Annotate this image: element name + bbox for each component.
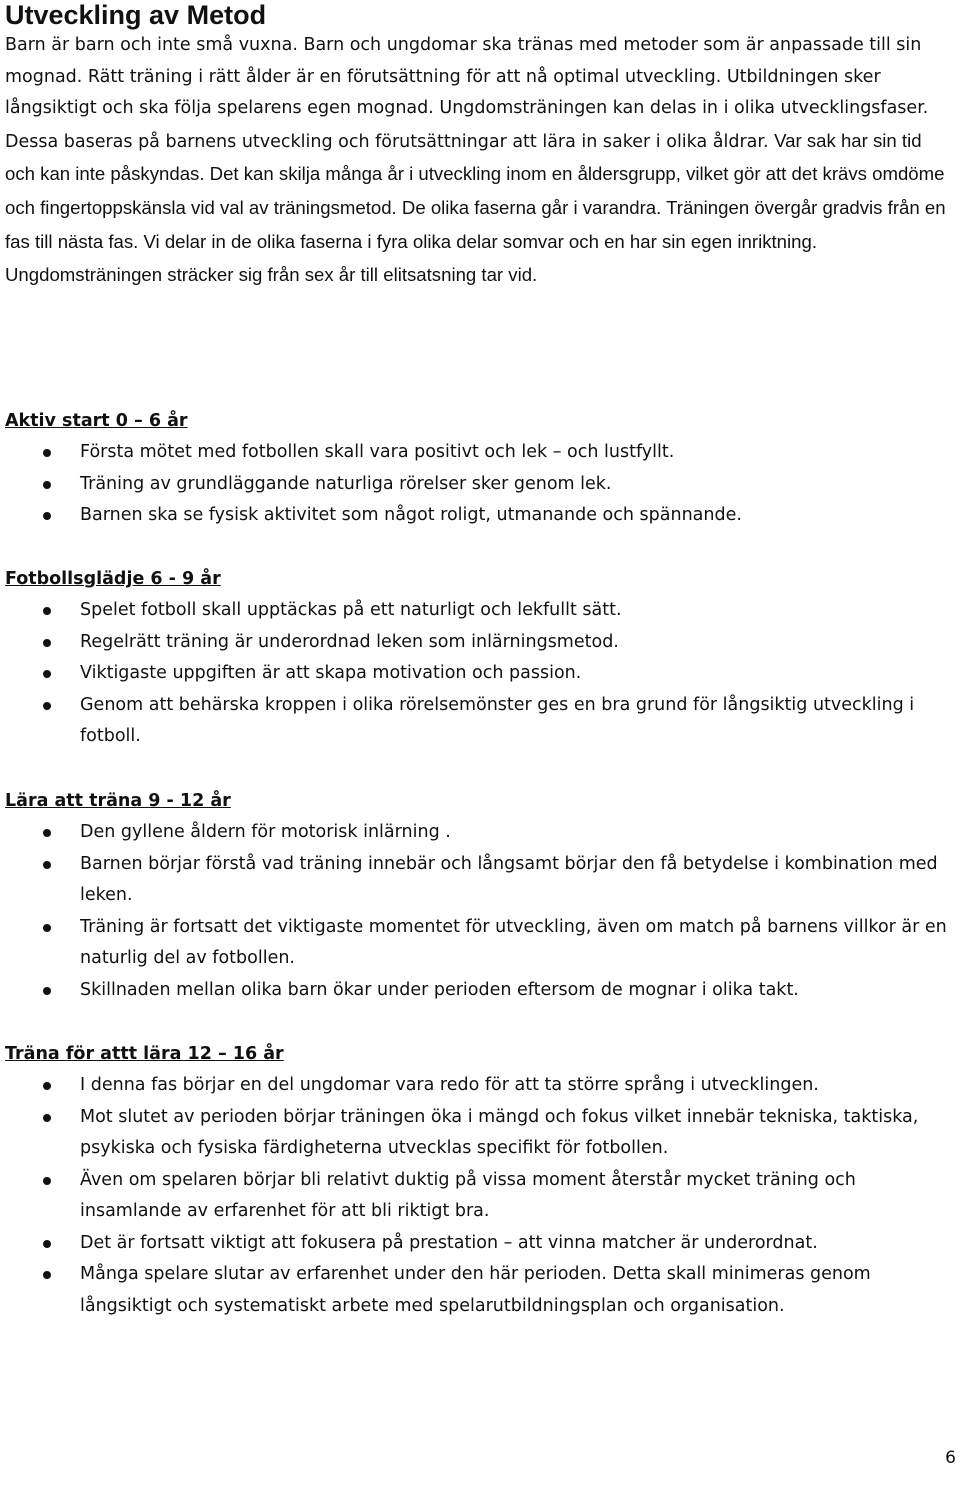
bullet-icon <box>43 1114 51 1122</box>
list-item: Första mötet med fotbollen skall vara positivt och lek – och lustfyllt. <box>5 437 955 469</box>
section-heading: Lära att träna 9 - 12 år <box>5 791 231 811</box>
section-heading: Aktiv start 0 – 6 år <box>5 411 188 431</box>
list-item: Även om spelaren börjar bli relativt duktig på vissa moment återstår mycket träning och insamlande av erfarenhet för att bli riktigt bra. <box>5 1165 955 1228</box>
intro-paragraph <box>5 30 955 293</box>
list-item: Mot slutet av perioden börjar träningen öka i mängd och fokus vilket innebär tekniska, taktiska, psykiska och fysiska färdigheterna utvecklas specifikt för fotbollen. <box>5 1102 955 1165</box>
list-item: Regelrätt träning är underordnad leken som inlärningsmetod. <box>5 627 955 659</box>
list-item: Barnen börjar förstå vad träning innebär och långsamt börjar den få betydelse i kombination med leken. <box>5 849 955 912</box>
section-fotbollsgladje <box>5 563 955 753</box>
document-page <box>5 0 955 293</box>
section-aktiv-start <box>5 405 955 532</box>
section-heading: Träna för attt lära 12 – 16 år <box>5 1044 284 1064</box>
list-item: Träning av grundläggande naturliga rörelser sker genom lek. <box>5 469 955 501</box>
list-item: Den gyllene åldern för motorisk inlärning . <box>5 817 955 849</box>
bullet-icon <box>43 1082 51 1090</box>
section-heading: Fotbollsglädje 6 - 9 år <box>5 569 221 589</box>
page-number: 6 <box>945 1448 956 1468</box>
bullet-list <box>5 595 955 753</box>
list-item: Genom att behärska kroppen i olika rörelsemönster ges en bra grund för långsiktig utveckling i fotboll. <box>5 690 955 753</box>
list-item: Spelet fotboll skall upptäckas på ett naturligt och lekfullt sätt. <box>5 595 955 627</box>
bullet-icon <box>43 670 51 678</box>
page-title: Utveckling av Metod <box>5 0 267 30</box>
bullet-list <box>5 437 955 532</box>
bullet-list <box>5 1070 955 1322</box>
section-lara-att-trana <box>5 785 955 1006</box>
bullet-list <box>5 817 955 1006</box>
list-item: Barnen ska se fysisk aktivitet som något roligt, utmanande och spännande. <box>5 500 955 532</box>
bullet-icon <box>43 639 51 647</box>
list-item: Många spelare slutar av erfarenhet under den här perioden. Detta skall minimeras genom långsiktigt och systematiskt arbete med spelarutbildningsplan och organisation. <box>5 1259 955 1322</box>
bullet-icon <box>43 861 51 869</box>
bullet-icon <box>43 449 51 457</box>
list-item: Viktigaste uppgiften är att skapa motivation och passion. <box>5 658 955 690</box>
bullet-icon <box>43 1271 51 1279</box>
bullet-icon <box>43 987 51 995</box>
bullet-icon <box>43 702 51 710</box>
intro-part-2: Var sak har sin tid och kan inte påskyndas. Det kan skilja många år i utveckling inom en åldersgrupp, vilket gör att det krävs omdöme och fingertoppskänsla vid val av träningsmetod. De olika faserna går i varandra. Träningen övergår gradvis från en fas till nästa fas. Vi delar in de olika faserna i fyra olika delar somvar och en har sin egen inriktning. Ungdomsträningen sträcker sig från sex år till elitsatsning tar vid. <box>5 129 946 286</box>
bullet-icon <box>43 829 51 837</box>
bullet-icon <box>43 481 51 489</box>
bullet-icon <box>43 924 51 932</box>
list-item: Det är fortsatt viktigt att fokusera på prestation – att vinna matcher är underordnat. <box>5 1228 955 1260</box>
bullet-icon <box>43 607 51 615</box>
list-item: Träning är fortsatt det viktigaste momentet för utveckling, även om match på barnens villkor är en naturlig del av fotbollen. <box>5 912 955 975</box>
intro-part-1: Barn är barn och inte små vuxna. Barn och ungdomar ska tränas med metoder som är anpassade till sin mognad. Rätt träning i rätt ålder är en förutsättning för att nå optimal utveckling. Utbildningen sker långsiktigt och ska följa spelarens egen mognad. Ungdomsträningen kan delas in i olika utvecklingsfaser. Dessa baseras på barnens utveckling och förutsättningar att lära in saker i olika åldrar. <box>5 35 929 152</box>
list-item: Skillnaden mellan olika barn ökar under perioden eftersom de mognar i olika takt. <box>5 975 955 1007</box>
list-item: I denna fas börjar en del ungdomar vara redo för att ta större språng i utvecklingen. <box>5 1070 955 1102</box>
bullet-icon <box>43 1177 51 1185</box>
bullet-icon <box>43 512 51 520</box>
bullet-icon <box>43 1240 51 1248</box>
section-trana-for-att-lara <box>5 1038 955 1322</box>
